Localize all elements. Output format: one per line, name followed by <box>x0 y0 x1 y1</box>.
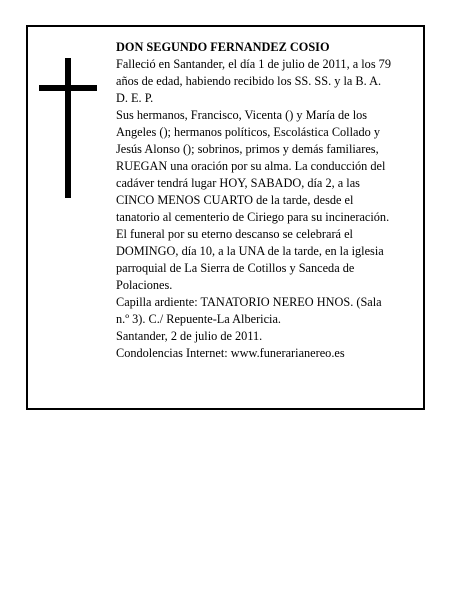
text-line-13: parroquial de La Sierra de Cotillos y Sanceda de <box>116 261 355 275</box>
condolences-line: Condolencias Internet: www.funerarianereo.es <box>116 346 345 360</box>
text-line-12: DOMINGO, día 10, a la UNA de la tarde, en la iglesia <box>116 244 384 258</box>
deceased-name: DON SEGUNDO FERNANDEZ COSIO <box>116 40 330 54</box>
text-line-5: Angeles (); hermanos políticos, Escolástica Collado y <box>116 125 380 139</box>
text-line-15: Capilla ardiente: TANATORIO NEREO HNOS. (Sala <box>116 295 382 309</box>
text-line-7: RUEGAN una oración por su alma. La conducción del <box>116 159 386 173</box>
obituary-text <box>116 39 418 362</box>
text-line-11: El funeral por su eterno descanso se celebrará el <box>116 227 353 241</box>
text-line-10: tanatorio al cementerio de Ciriego para su incineración. <box>116 210 390 224</box>
text-line-14: Polaciones. <box>116 278 173 292</box>
cross-vertical-bar <box>65 58 71 198</box>
text-line-1: Falleció en Santander, el día 1 de julio de 2011, a los 79 <box>116 57 391 71</box>
text-line-2: años de edad, habiendo recibido los SS. SS. y la B. A. <box>116 74 382 88</box>
text-line-16: n.º 3). C./ Repuente-La Albericia. <box>116 312 281 326</box>
text-line-9: CINCO MENOS CUARTO de la tarde, desde el <box>116 193 354 207</box>
text-line-6: Jesús Alonso (); sobrinos, primos y demás familiares, <box>116 142 379 156</box>
text-line-8: cadáver tendrá lugar HOY, SABADO, día 2, a las <box>116 176 360 190</box>
obituary-notice <box>26 25 425 410</box>
text-line-17: Santander, 2 de julio de 2011. <box>116 329 263 343</box>
text-line-3: D. E. P. <box>116 91 154 105</box>
text-line-4: Sus hermanos, Francisco, Vicenta () y María de los <box>116 108 368 122</box>
cross-horizontal-bar <box>39 85 97 91</box>
